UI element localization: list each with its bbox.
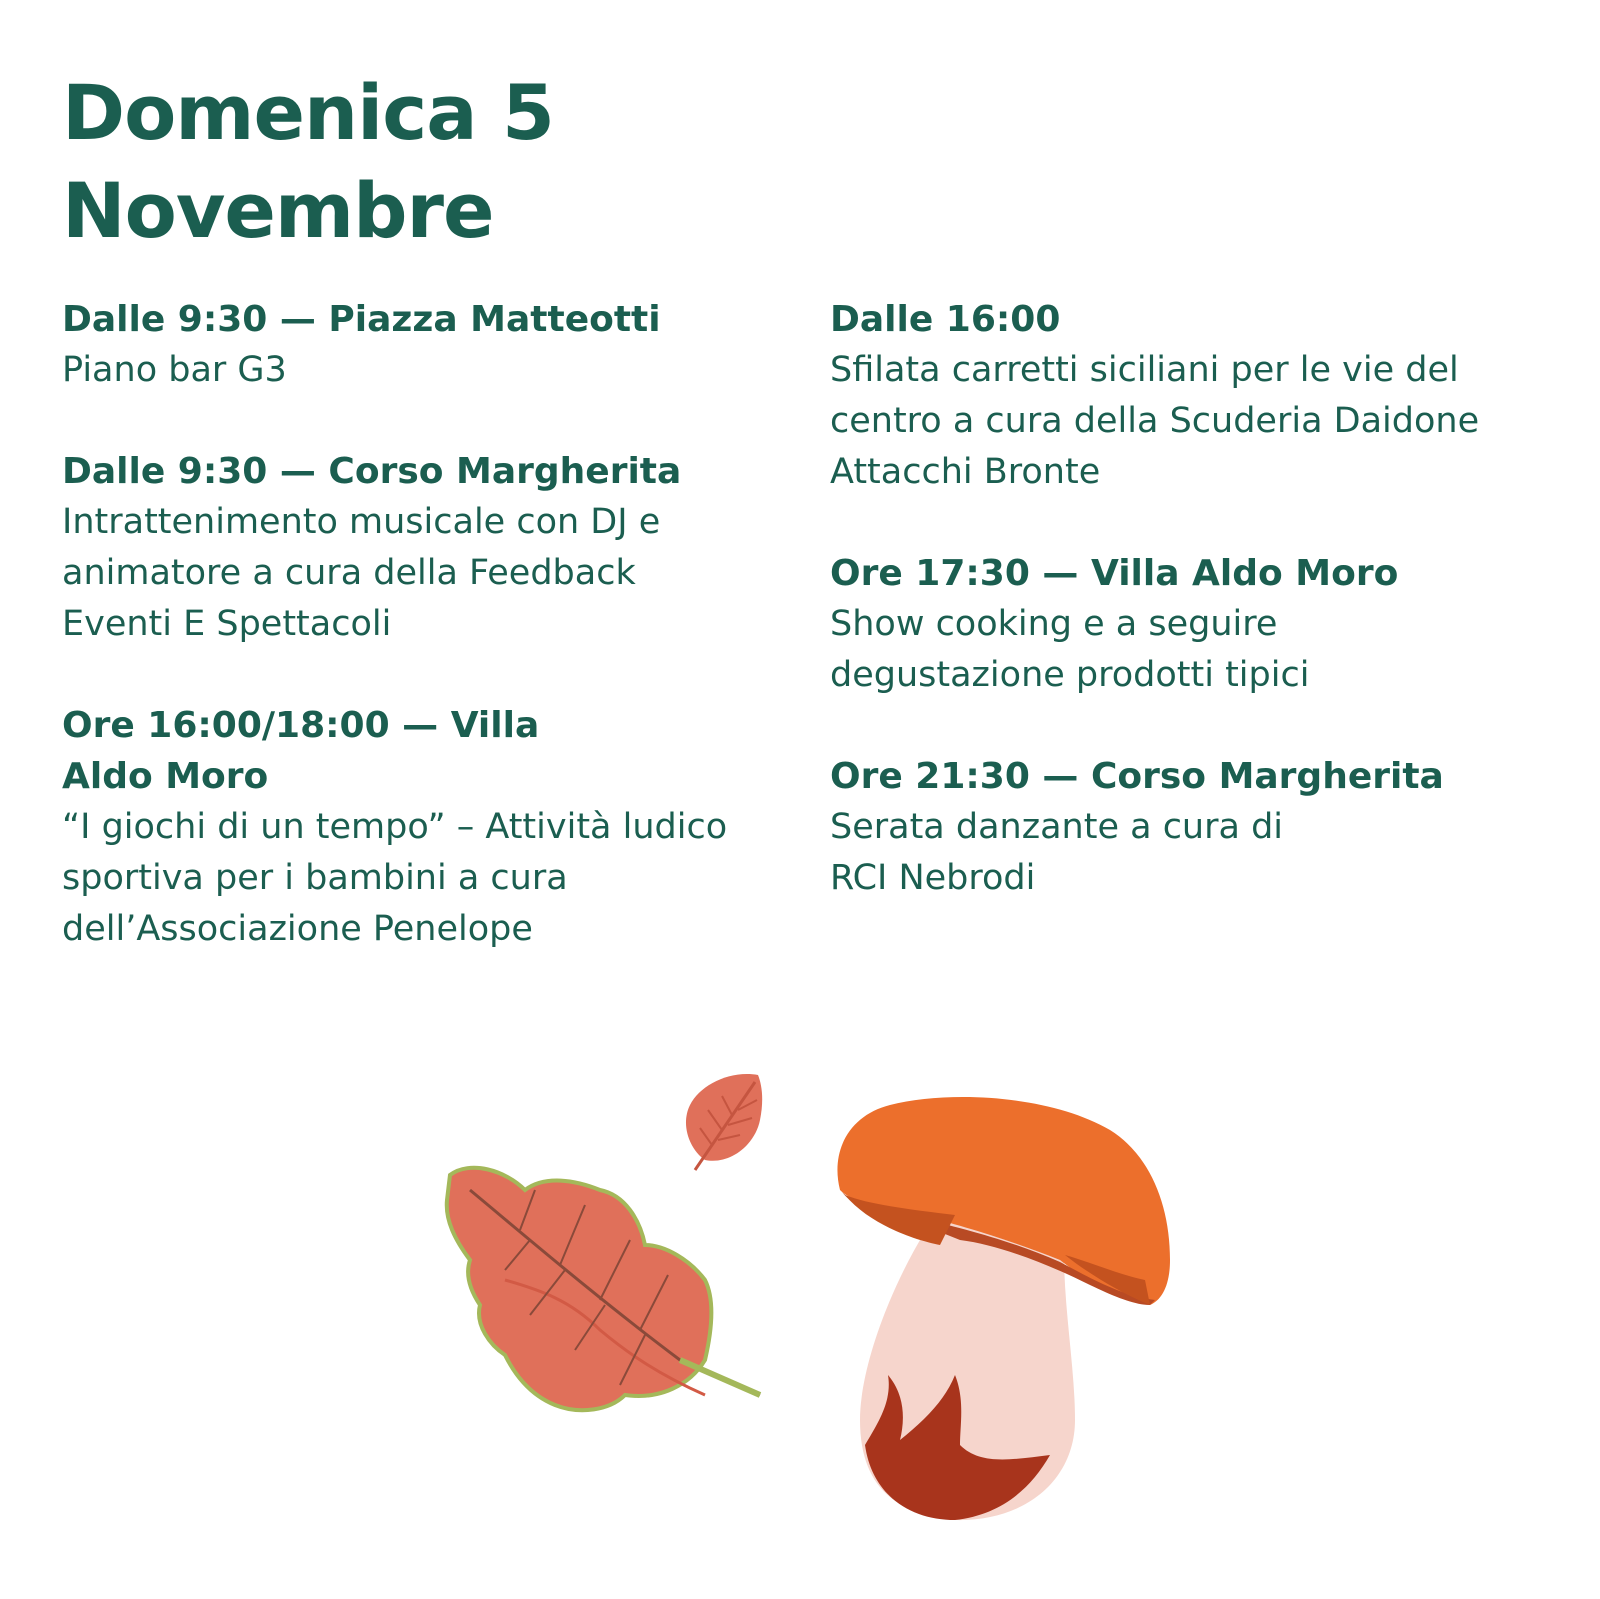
event-description: Sfilata carretti siciliani per le vie del centro a cura della Scuderia Daidone Attacchi Bronte xyxy=(830,350,1480,492)
event-heading: Ore 16:00/18:00 — Villa Aldo Moro xyxy=(62,705,540,797)
autumn-illustration xyxy=(0,1040,1600,1599)
page-title xyxy=(62,64,762,260)
mushroom-icon xyxy=(837,1097,1170,1520)
right-event-column xyxy=(830,294,1570,954)
event-description: Intrattenimento musicale con DJ e animatore a cura della Feedback Eventi E Spettacoli xyxy=(62,502,661,644)
event-heading: Ore 17:30 — Villa Aldo Moro xyxy=(830,553,1399,594)
event-description: Piano bar G3 xyxy=(62,350,287,390)
event-item xyxy=(830,294,1570,498)
left-event-column xyxy=(62,294,782,1005)
small-leaf-icon xyxy=(686,1074,762,1170)
title-line-2: Novembre xyxy=(62,166,494,255)
event-description: Serata danzante a cura di RCI Nebrodi xyxy=(830,807,1284,898)
event-heading: Ore 21:30 — Corso Margherita xyxy=(830,756,1444,797)
event-description: Show cooking e a seguire degustazione prodotti tipici xyxy=(830,604,1310,695)
event-description: “I giochi di un tempo” – Attività ludico sportiva per i bambini a cura dell’Associazione Penelope xyxy=(62,807,728,949)
event-heading: Dalle 9:30 — Corso Margherita xyxy=(62,451,682,492)
event-heading: Dalle 16:00 xyxy=(830,299,1061,340)
event-item xyxy=(830,751,1570,904)
event-item xyxy=(62,294,782,396)
event-item xyxy=(62,446,782,650)
event-item xyxy=(62,700,782,955)
title-line-1: Domenica 5 xyxy=(62,68,554,157)
event-heading: Dalle 9:30 — Piazza Matteotti xyxy=(62,299,661,340)
event-item xyxy=(830,548,1570,701)
autumn-leaf-icon xyxy=(447,1168,760,1410)
